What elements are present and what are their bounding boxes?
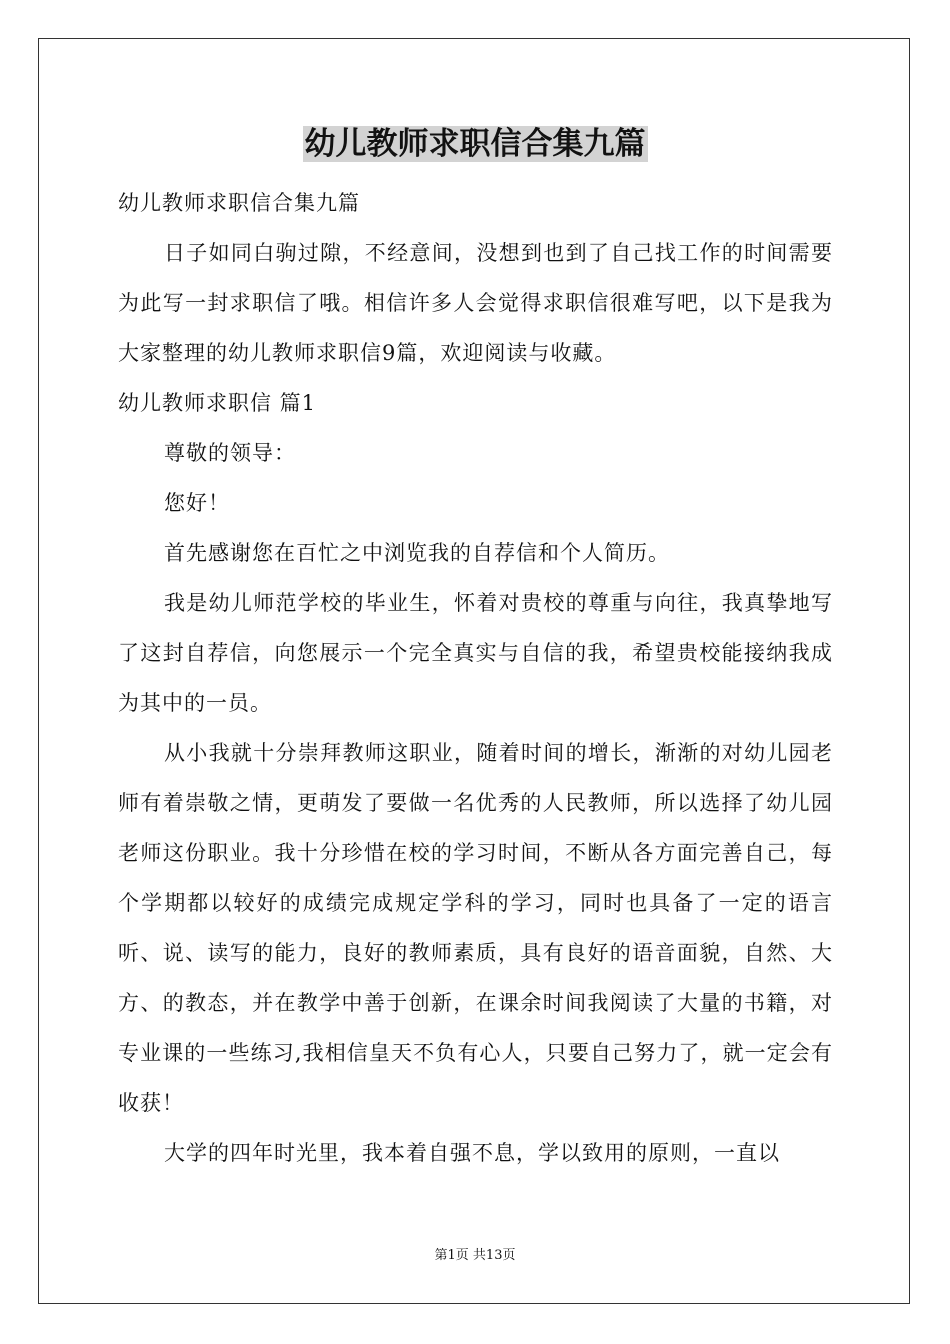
page-number-footer: 第1页 共13页 [434, 1248, 516, 1263]
subtitle-paragraph: 幼儿教师求职信合集九篇 [118, 191, 360, 215]
document-title-text: 幼儿教师求职信合集九篇 [304, 126, 646, 162]
document-body [118, 178, 833, 1178]
salutation-paragraph: 尊敬的领导： [164, 441, 296, 465]
section-heading: 幼儿教师求职信 篇1 [118, 391, 317, 415]
document-title [0, 122, 950, 166]
greeting-paragraph: 您好！ [164, 491, 230, 515]
body-paragraph: 大学的四年时光里，我本着自强不息，学以致用的原则，一直以 [164, 1141, 780, 1165]
body-paragraph: 首先感谢您在百忙之中浏览我的自荐信和个人简历。 [164, 541, 670, 565]
body-paragraph: 我是幼儿师范学校的毕业生，怀着对贵校的尊重与向往，我真挚地写了这封自荐信，向您展示一个完全真实与自信的我，希望贵校能接纳我成为其中的一员。 [118, 591, 833, 715]
intro-paragraph: 日子如同白驹过隙，不经意间，没想到也到了自己找工作的时间需要为此写一封求职信了哦。相信许多人会觉得求职信很难写吧，以下是我为大家整理的幼儿教师求职信9篇，欢迎阅读与收藏。 [118, 241, 833, 365]
body-paragraph: 从小我就十分崇拜教师这职业，随着时间的增长，渐渐的对幼儿园老师有着崇敬之情，更萌发了要做一名优秀的人民教师，所以选择了幼儿园老师这份职业。我十分珍惜在校的学习时间，不断从各方面完善自己，每个学期都以较好的成绩完成规定学科的学习，同时也具备了一定的语言听、说、读写的能力，良好的教师素质，具有良好的语音面貌，自然、大方、的教态，并在教学中善于创新，在课余时间我阅读了大量的书籍，对专业课的一些练习,我相信皇天不负有心人，只要自己努力了，就一定会有收获！ [118, 741, 833, 1115]
